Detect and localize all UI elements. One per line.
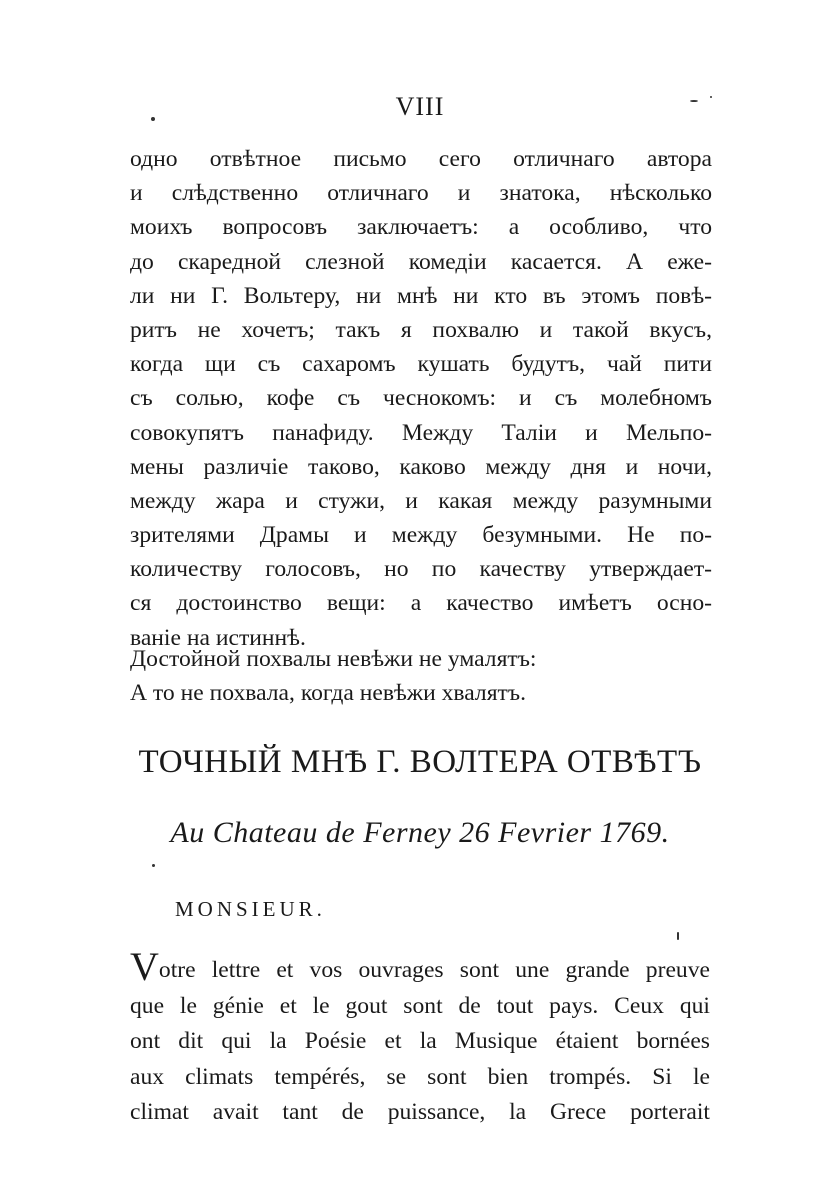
text-line: зрителями Драмы и между безумными. Не по- — [130, 522, 712, 549]
text-line: ся достоинство вещи: а качество имѣетъ осно- — [130, 590, 712, 617]
verse-line: Достойной похвалы невѣжи не умалятъ: — [130, 646, 537, 672]
text-line: количеству голосовъ, но по качеству утверждает- — [130, 556, 712, 583]
page-number: VIII — [395, 92, 445, 121]
text-line: совокупятъ панафиду. Между Таліи и Мельпо- — [130, 419, 712, 446]
verse-couplet — [130, 642, 730, 710]
text-line: и слѣдственно отличнаго и знатока, нѣсколько — [130, 180, 712, 207]
text-line: que le génie et le gout sont de tout pays. Ceux qui — [130, 992, 710, 1019]
letter-body — [130, 944, 710, 1131]
text-line: до скаредной слезной комедіи касается. А еже- — [130, 248, 712, 275]
letter-heading: ТОЧНЫЙ МНѢ Г. ВОЛТЕРА ОТВѢТЪ — [138, 744, 702, 780]
body-paragraph — [130, 142, 712, 655]
text-line: съ солью, кофе съ чеснокомъ: и съ молебномъ — [130, 385, 712, 412]
text-line: aux climats tempérés, se sont bien trompés. Si le — [130, 1063, 710, 1090]
drop-cap: V — [130, 944, 159, 989]
letter-dateline: Au Chateau de Ferney 26 Fevrier 1769. — [170, 816, 670, 849]
text-line-rest: otre lettre et vos ouvrages sont une grande preuve — [158, 957, 710, 983]
letter-salutation: MONSIEUR. — [175, 897, 326, 921]
text-line: ритъ не хочетъ; такъ я похвалю и такой вкусъ, — [130, 316, 712, 343]
scan-speck — [677, 932, 679, 940]
text-line: моихъ вопросовъ заключаетъ: а особливо, что — [130, 214, 712, 241]
text-line — [130, 944, 710, 989]
verse-line: А то не похвала, когда невѣжи хвалятъ. — [130, 680, 526, 706]
text-line: когда щи съ сахаромъ кушать будутъ, чай пити — [130, 351, 712, 378]
scan-speck — [152, 864, 155, 867]
text-line: climat avait tant de puissance, la Grece porterait — [130, 1099, 710, 1126]
text-line: одно отвѣтное письмо сего отличнаго автора — [130, 146, 712, 172]
text-line: ont dit qui la Poésie et la Musique étaient bornées — [130, 1028, 710, 1055]
text-line: между жара и стужи, и какая между разумными — [130, 487, 712, 514]
text-line: ваніе на истиннѣ. — [130, 624, 306, 651]
text-line: мены различіе таково, каково между дня и ночи, — [130, 453, 712, 480]
text-line: ли ни Г. Вольтеру, ни мнѣ ни кто въ этомъ повѣ- — [130, 282, 712, 309]
